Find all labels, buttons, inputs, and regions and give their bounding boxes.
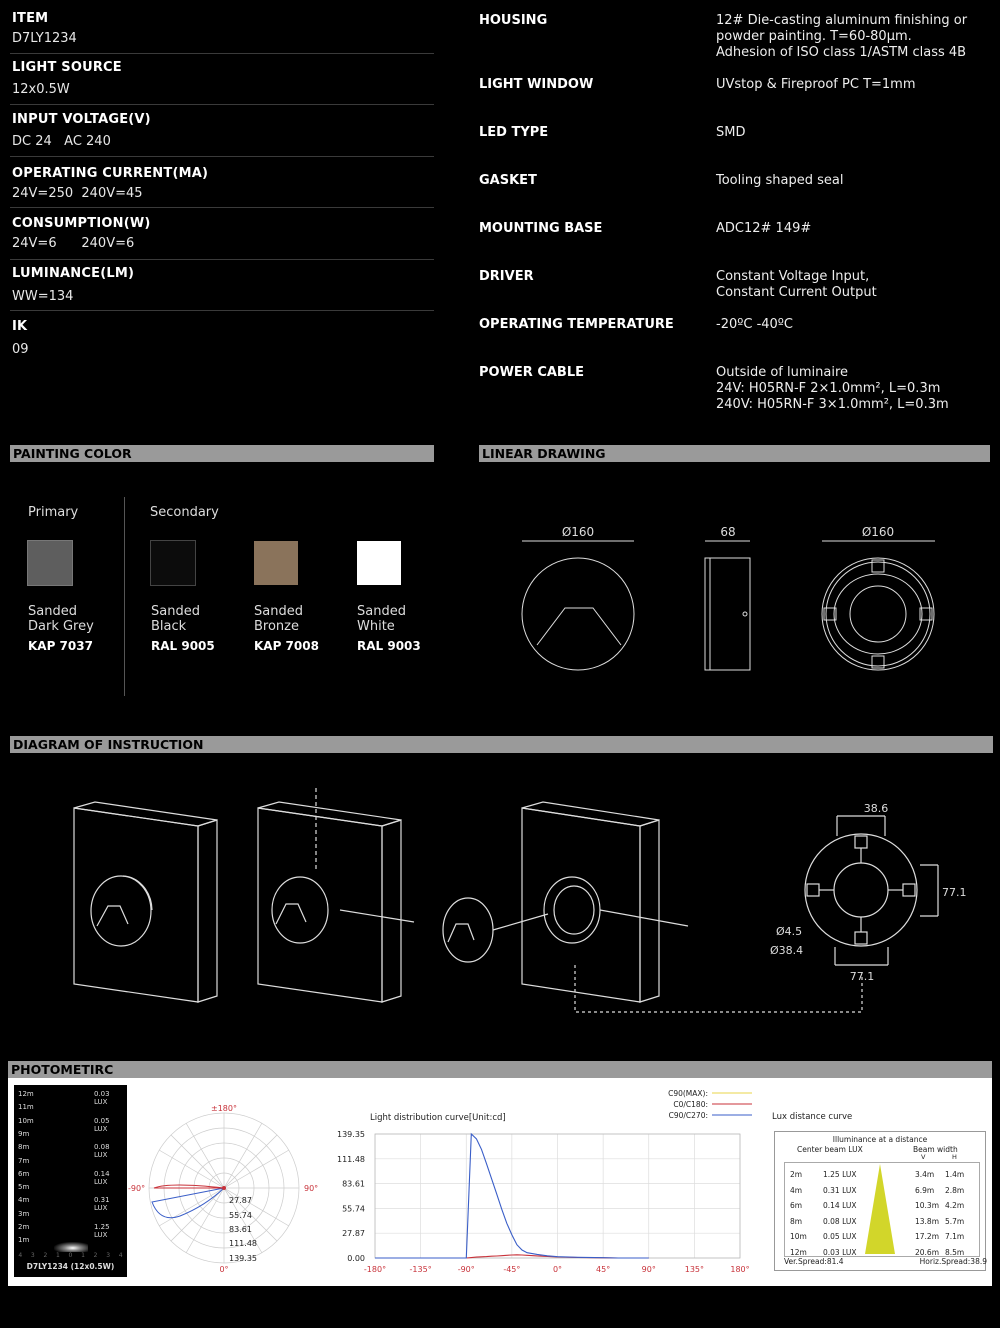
lux-map-xtick: 1 [56,1252,60,1259]
lux-table-cell-d: 10m [790,1232,807,1241]
installation-diagram [0,780,1000,1040]
light-distribution-chart [330,1086,760,1278]
dim-hole-4-5: Ø4.5 [776,925,803,938]
lux-map-row [18,1183,123,1191]
spec-label-housing: HOUSING [479,13,548,28]
color-swatch-dark-grey [28,541,72,585]
spec-label-power-cable: POWER CABLE [479,365,585,380]
power-cable-line: Outside of luminaire [716,365,848,380]
lux-table-cell-v: 10.3m [915,1201,940,1210]
color-name-line: Bronze [254,619,299,634]
polar-top-label: ±180° [211,1104,237,1113]
driver-line: Constant Current Output [716,285,877,300]
spec-label-light-source: LIGHT SOURCE [12,60,122,75]
y-tick-label: 55.74 [342,1204,365,1214]
color-code-dark-grey: KAP 7037 [28,639,93,653]
color-name-bronze [254,604,303,634]
lux-table-cell-lux: 0.31 LUX [823,1185,857,1195]
color-name-white [357,604,406,634]
x-tick-label: 45° [596,1265,611,1274]
lux-map-caption: D7LY1234 (12x0.5W) [26,1262,115,1271]
lux-glow [54,1242,88,1252]
lux-map-distance: 9m [18,1129,30,1138]
lux-table-cell-d: 12m [790,1247,807,1257]
housing-line: Adhesion of ISO class 1/ASTM class 4B [716,45,967,60]
color-swatch-black [151,541,195,585]
lux-map-value: 0.05 LUX [94,1116,110,1133]
lux-map-distance: 10m [18,1116,34,1125]
spec-label-luminance: LUMINANCE(LM) [12,266,135,281]
legend-label: C90(MAX): [668,1089,708,1098]
lux-distance-table [774,1131,986,1271]
lux-map-distance: 8m [18,1143,30,1152]
polar-right-label: 90° [304,1184,319,1193]
housing-line: 12# Die-casting aluminum finishing or [716,13,968,28]
lux-map-xtick: 2 [43,1252,48,1259]
lux-table-hor-spread: Horiz.Spread:38.9 [919,1257,987,1266]
lux-map-distance: 7m [18,1156,30,1165]
lux-table-ver-spread: Ver.Spread:81.4 [784,1257,844,1266]
lux-table-cell-d: 8m [790,1216,803,1226]
spec-label-mounting-base: MOUNTING BASE [479,221,603,236]
y-tick-label: 111.48 [337,1154,365,1164]
lux-map-row [18,1116,123,1133]
color-name-line: Sanded [254,604,303,619]
lux-table-cell-d: 6m [790,1201,803,1210]
color-name-black [151,604,200,634]
lux-table-header: Illuminance at a distance [832,1135,928,1144]
polar-ring-label: 139.35 [229,1254,257,1263]
x-tick-label: -135° [409,1265,432,1274]
spec-label-gasket: GASKET [479,173,537,188]
color-divider [124,497,125,696]
polar-bottom-label: 0° [219,1265,229,1274]
x-tick-label: -180° [363,1265,387,1274]
spec-label-light-window: LIGHT WINDOW [479,77,594,92]
polar-ring-label: 55.74 [229,1211,252,1220]
divider [10,53,434,54]
spec-value-item: D7LY1234 [12,31,77,46]
lux-table-cell-v: 3.4m [915,1170,935,1179]
y-tick-label: 83.61 [342,1179,365,1189]
lux-beam-triangle [855,1162,905,1255]
legend-label: C90/C270: [668,1111,708,1120]
linear-dim-back: Ø160 [861,525,895,539]
color-code-bronze: KAP 7008 [254,639,319,653]
spec-label-ik: IK [12,319,28,334]
lux-table-cell-h: 5.7m [945,1216,965,1226]
spec-label-input-voltage: INPUT VOLTAGE(V) [12,112,151,127]
spec-label-item: ITEM [12,11,49,26]
spec-value-driver [716,269,877,301]
divider [10,310,434,311]
lux-table-col-v: V [921,1153,926,1161]
lux-map-row [18,1169,123,1186]
spec-label-consumption: CONSUMPTION(W) [12,216,151,231]
spec-value-input-voltage: DC 24 AC 240 [12,134,111,149]
chart-legend [668,1089,752,1120]
color-name-line: Sanded [151,604,200,619]
lux-map-value: 1.25 LUX [94,1223,110,1239]
lux-table-cell-v: 6.9m [915,1185,935,1195]
lux-table-col-h: H [952,1153,957,1161]
lux-table-cell-v: 17.2m [915,1232,940,1241]
color-swatch-bronze [254,541,298,585]
lux-table-cell-v: 13.8m [915,1216,940,1226]
dim-38-6: 38.6 [863,802,889,815]
dim-hole-38-4: Ø38.4 [770,944,804,957]
spec-value-luminance: WW=134 [12,289,74,304]
spec-value-light-source: 12x0.5W [12,82,70,97]
lux-map-xtick: 4 [118,1252,123,1259]
lux-map-distance: 11m [18,1103,34,1112]
lux-map [14,1085,127,1277]
color-name-line: Sanded [357,604,406,619]
lux-table-cell-h: 2.8m [945,1185,965,1195]
section-bar-painting-color: PAINTING COLOR [10,445,434,462]
lux-map-value: 0.31 LUX [94,1196,110,1213]
lux-map-row [18,1143,123,1160]
lux-table-cell-h: 1.4m [945,1170,965,1179]
spec-value-consumption: 24V=6 240V=6 [12,236,135,251]
chart-grid [337,1130,750,1274]
lux-map-row [18,1223,123,1239]
polar-ring-label: 111.48 [229,1239,257,1248]
lux-map-row [18,1130,123,1138]
spec-label-operating-current: OPERATING CURRENT(MA) [12,166,209,181]
color-swatch-white [357,541,401,585]
spec-value-ik: 09 [12,342,29,357]
primary-label: Primary [28,505,79,520]
lux-map-row [18,1157,123,1165]
section-bar-linear-drawing: LINEAR DRAWING [479,445,990,462]
polar-origin [222,1186,226,1190]
spec-label-driver: DRIVER [479,269,534,284]
lux-map-row [18,1196,123,1213]
polar-left-label: -90° [128,1184,146,1193]
x-tick-label: -45° [503,1265,521,1274]
lux-table-cell-d: 2m [790,1170,803,1179]
driver-line: Constant Voltage Input, [716,269,870,284]
section-bar-photometric: PHOTOMETIRC [8,1061,992,1078]
x-tick-label: 90° [641,1265,656,1274]
color-name-line: White [357,619,395,634]
lux-table-cell-lux: 0.03 LUX [823,1247,857,1257]
dim-77-1-right: 77.1 [942,886,967,899]
polar-ring-label: 83.61 [229,1225,252,1234]
color-code-black: RAL 9005 [151,639,215,653]
lux-map-xtick: 1 [81,1252,85,1259]
lux-map-xtick: 0 [68,1252,73,1259]
lux-map-value: 0.08 LUX [94,1143,110,1160]
spec-value-operating-current: 24V=250 240V=45 [12,186,143,201]
lux-map-row [18,1103,123,1111]
color-code-white: RAL 9003 [357,639,421,653]
x-tick-label: 180° [730,1265,750,1274]
x-tick-label: -90° [457,1265,475,1274]
color-name-dark-grey [28,604,94,634]
divider [10,207,434,208]
lux-map-distance: 3m [18,1209,30,1218]
lux-table-cell-lux: 1.25 LUX [823,1170,857,1179]
lux-map-distance: 12m [18,1090,34,1098]
lux-map-value: 0.14 LUX [94,1169,110,1186]
lux-table-col-center: Center beam LUX [797,1145,863,1154]
divider [10,156,434,157]
linear-dim-side: 68 [720,525,736,539]
chart-title: Light distribution curve[Unit:cd] [370,1113,506,1123]
spec-value-power-cable [716,365,949,413]
housing-line: powder painting. T=60-80μm. [716,29,912,44]
x-tick-label: 0° [552,1265,563,1274]
legend-label: C0/C180: [673,1100,708,1109]
lux-map-distance: 1m [18,1236,30,1245]
divider [10,259,434,260]
y-tick-label: 0.00 [347,1254,365,1263]
secondary-label: Secondary [150,505,219,520]
section-bar-diagram: DIAGRAM OF INSTRUCTION [10,736,993,753]
lux-map-xtick: 3 [30,1252,35,1259]
spec-value-housing [716,13,967,61]
color-name-line: Sanded [28,604,77,619]
lux-map-xtick: 4 [18,1252,23,1259]
spec-value-light-window: UVstop & Fireproof PC T=1mm [716,77,916,92]
spec-value-led-type: SMD [716,125,746,140]
spec-label-led-type: LED TYPE [479,125,549,140]
spec-value-operating-temperature: -20ºC -40ºC [716,317,794,332]
lux-map-distance: 6m [18,1169,30,1178]
spec-value-mounting-base: ADC12# 149# [716,221,812,236]
spec-label-operating-temperature: OPERATING TEMPERATURE [479,317,674,332]
lux-map-distance: 5m [18,1183,30,1192]
lux-map-distance: 4m [18,1196,30,1205]
lux-xticks [14,1252,127,1259]
divider [10,104,434,105]
lux-table-col-beam: Beam width [913,1145,958,1154]
lux-table-cell-v: 20.6m [915,1247,940,1257]
polar-ring-label: 27.87 [229,1196,252,1205]
lux-table-cell-h: 7.1m [945,1232,965,1241]
lux-map-row [18,1090,123,1106]
power-cable-line: 240V: H05RN-F 3×1.0mm², L=0.3m [716,397,949,412]
lux-table-cell-lux: 0.05 LUX [823,1232,857,1241]
color-name-line: Dark Grey [28,619,94,634]
lux-table-cell-h: 8.5m [945,1247,965,1257]
color-name-line: Black [151,619,187,634]
lux-distance-title: Lux distance curve [772,1112,853,1122]
linear-dim-front: Ø160 [561,525,595,539]
lux-map-row [18,1210,123,1218]
lux-table-cell-lux: 0.08 LUX [823,1216,857,1226]
lux-table-cell-d: 4m [790,1185,803,1195]
y-tick-label: 27.87 [342,1229,365,1239]
lux-map-xtick: 3 [106,1252,111,1259]
lux-table-cell-lux: 0.14 LUX [823,1201,857,1210]
dim-77-1-bottom: 77.1 [849,970,875,983]
power-cable-line: 24V: H05RN-F 2×1.0mm², L=0.3m [716,381,941,396]
spec-value-gasket: Tooling shaped seal [716,173,844,188]
y-tick-label: 139.35 [337,1130,365,1139]
x-tick-label: 135° [684,1265,705,1274]
linear-drawing [479,470,990,700]
lux-map-xtick: 2 [93,1252,98,1259]
lux-table-cell-h: 4.2m [945,1201,965,1210]
lux-map-distance: 2m [18,1223,30,1231]
polar-chart [130,1098,330,1278]
lux-map-value: 0.03 LUX [94,1090,110,1106]
